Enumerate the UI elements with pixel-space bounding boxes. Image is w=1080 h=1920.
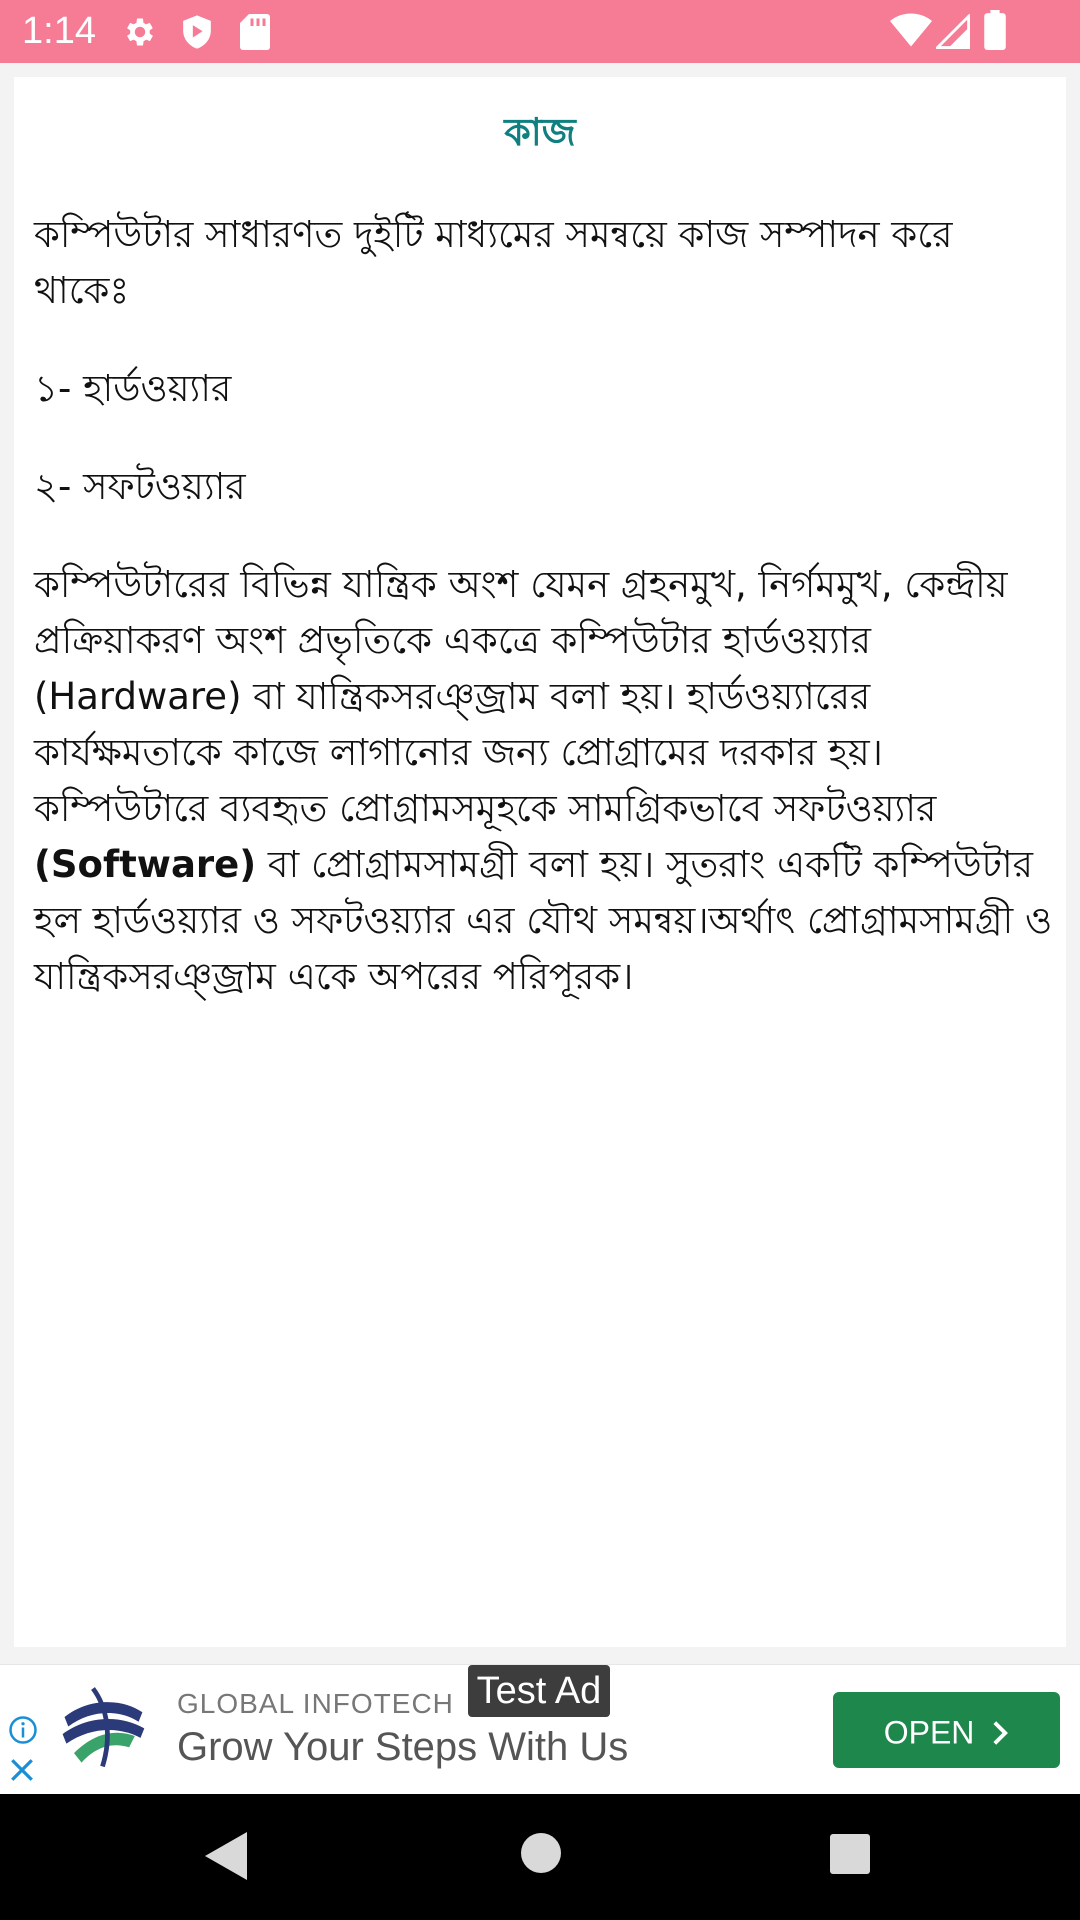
article-body	[34, 207, 1054, 1047]
battery-icon	[984, 10, 1006, 54]
description-text-2: বা প্রোগ্রামসামগ্রী বলা হয়। সুতরাং একটি কম্পিউটার হল হার্ডওয়্যার ও সফটওয়্যার এর যৌথ সমন্বয়।অর্থাৎ প্রোগ্রামসামগ্রী ও যান্ত্রিকসরঞ্জ্রাম একে অপরের পরিপূরক।	[34, 843, 1053, 998]
wifi-icon	[890, 12, 932, 52]
content-card	[14, 77, 1066, 1647]
sd-card-icon	[240, 14, 270, 54]
description-paragraph	[34, 557, 1054, 1005]
shield-icon	[180, 14, 214, 54]
gear-icon	[122, 14, 158, 54]
status-bar	[0, 0, 1080, 63]
signal-icon	[936, 14, 970, 54]
advertiser-logo[interactable]	[55, 1679, 150, 1778]
close-icon[interactable]	[9, 1757, 35, 1787]
list-item-software: ২- সফটওয়্যার	[34, 465, 246, 508]
back-icon[interactable]	[203, 1830, 249, 1886]
status-time: 1:14	[22, 10, 96, 52]
page-title: কাজ	[504, 110, 576, 154]
software-term: (Software)	[34, 843, 257, 886]
info-icon[interactable]	[8, 1715, 38, 1749]
intro-paragraph: কম্পিউটার সাধারণত দুইটি মাধ্যমের সমন্বয়ে কাজ সম্পাদন করে থাকেঃ	[34, 213, 953, 312]
description-text-1: কম্পিউটারের বিভিন্ন যান্ত্রিক অংশ যেমন গ্রহনমুখ, নির্গমমুখ, কেন্দ্রীয় প্রক্রিয়াকরণ অংশ প্রভৃতিকে একত্রে কম্পিউটার হার্ডওয়্যার (Hardware) বা যান্ত্রিকসরঞ্জ্রাম বলা হয়। হার্ডওয়্যারের কার্যক্ষমতাকে কাজে লাগানোর জন্য প্রোগ্রামের দরকার হয়। কম্পিউটারে ব্যবহৃত প্রোগ্রামসমূহকে সামগ্রিকভাবে সফটওয়্যার	[34, 563, 1008, 830]
open-button-label: OPEN	[883, 1714, 975, 1751]
test-ad-badge: Test Ad	[468, 1665, 610, 1717]
list-item-hardware: ১- হার্ডওয়্যার	[34, 367, 232, 410]
home-icon[interactable]	[520, 1832, 562, 1878]
chevron-right-icon	[991, 1720, 1009, 1746]
ad-banner[interactable]	[0, 1664, 1080, 1795]
ad-headline[interactable]: Grow Your Steps With Us	[177, 1725, 629, 1769]
ad-company-name[interactable]: GLOBAL INFOTECH	[177, 1688, 454, 1719]
navigation-bar	[0, 1794, 1080, 1920]
recents-icon[interactable]	[830, 1834, 870, 1878]
open-button[interactable]	[833, 1692, 1060, 1768]
